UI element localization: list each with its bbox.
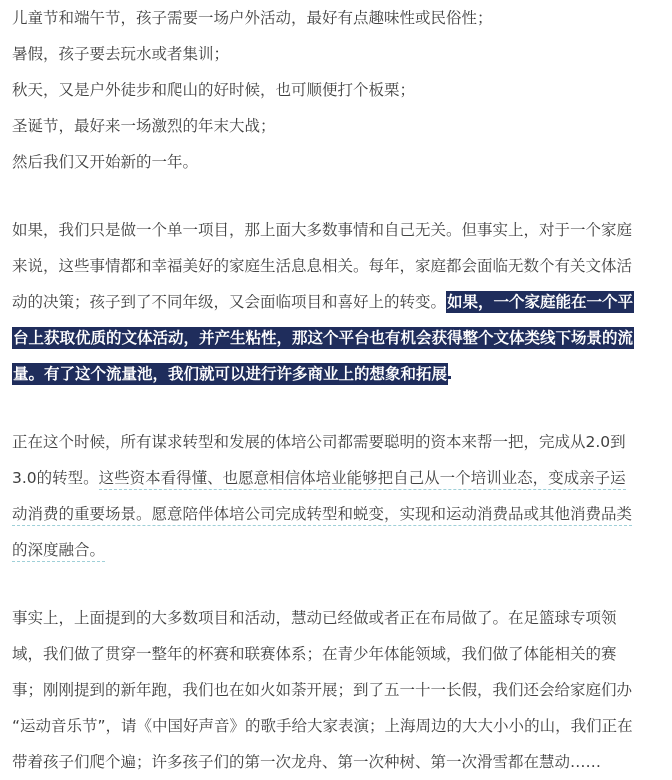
text-line [12, 284, 662, 320]
text-line: “运动音乐节”，请《中国好声音》的歌手给大家表演；上海周边的大大小小的山，我们正在 [12, 717, 633, 735]
text-line: 带着孩子们爬个遍；许多孩子们的第一次龙舟、第一次种树、第一次滑雪都在慧动…… [12, 753, 602, 771]
text-line [12, 320, 662, 356]
text-line: 然后我们又开始新的一年。 [12, 153, 199, 171]
text-line: 圣诞节，最好来一场激烈的年末大战； [12, 117, 276, 135]
text-line [12, 496, 662, 532]
highlighted-text[interactable]: 台上获取优质的文体活动，并产生粘性，那这个平台也有机会获得整个文体类线下场景的流 [13, 329, 634, 347]
text-line: 域，我们做了贯穿一整年的杯赛和联赛体系；在青少年体能领域，我们做了体能相关的赛 [12, 645, 617, 663]
text-line: 事实上，上面提到的大多数项目和活动，慧动已经做或者正在布局做了。在足篮球专项领 [12, 609, 617, 627]
text-line: 儿童节和端午节，孩子需要一场户外活动，最好有点趣味性或民俗性； [12, 9, 493, 27]
paragraph-gap [12, 568, 662, 600]
selection-end-marker [448, 376, 451, 379]
text-segment: 动的决策；孩子到了不同年级，又会面临项目和喜好上的转变。 [12, 293, 447, 311]
highlighted-text[interactable]: 如果，一个家庭能在一个平 [447, 293, 634, 311]
annotated-text[interactable]: 的深度融合。 [12, 541, 105, 562]
text-line [12, 356, 662, 392]
paragraph-gap [12, 392, 662, 424]
paragraph-huidong [12, 600, 662, 780]
text-line: 正在这个时候，所有谋求转型和发展的体培公司都需要聪明的资本来帮一把，完成从2.0到 [12, 433, 626, 451]
highlighted-text[interactable]: 量。有了这个流量池，我们就可以进行许多商业上的想象和拓展 [13, 365, 448, 383]
text-line [12, 532, 662, 568]
text-line: 暑假，孩子要去玩水或者集训； [12, 45, 230, 63]
text-line: 如果，我们只是做一个单一项目，那上面大多数事情和自己无关。但事实上，对于一个家庭 [12, 221, 633, 239]
paragraph-capital [12, 424, 662, 568]
text-line [12, 460, 662, 496]
text-line: 事；刚刚提到的新年跑，我们也在如火如荼开展；到了五一十一长假，我们还会给家庭们办 [12, 681, 633, 699]
annotated-text[interactable]: 这些资本看得懂、也愿意相信体培业能够把自己从一个培训业态，变成亲子运 [99, 469, 626, 490]
paragraph-holidays [12, 0, 662, 180]
annotated-text[interactable]: 动消费的重要场景。愿意陪伴体培公司完成转型和蜕变，实现和运动消费品或其他消费品类 [12, 505, 632, 526]
text-line: 秋天，又是户外徒步和爬山的好时候，也可顺便打个板栗； [12, 81, 416, 99]
text-segment: 3.0的转型。 [12, 469, 99, 487]
paragraph-gap [12, 180, 662, 212]
text-line: 来说，这些事情都和幸福美好的家庭生活息息相关。每年，家庭都会面临无数个有关文体活 [12, 257, 633, 275]
paragraph-family [12, 212, 662, 392]
